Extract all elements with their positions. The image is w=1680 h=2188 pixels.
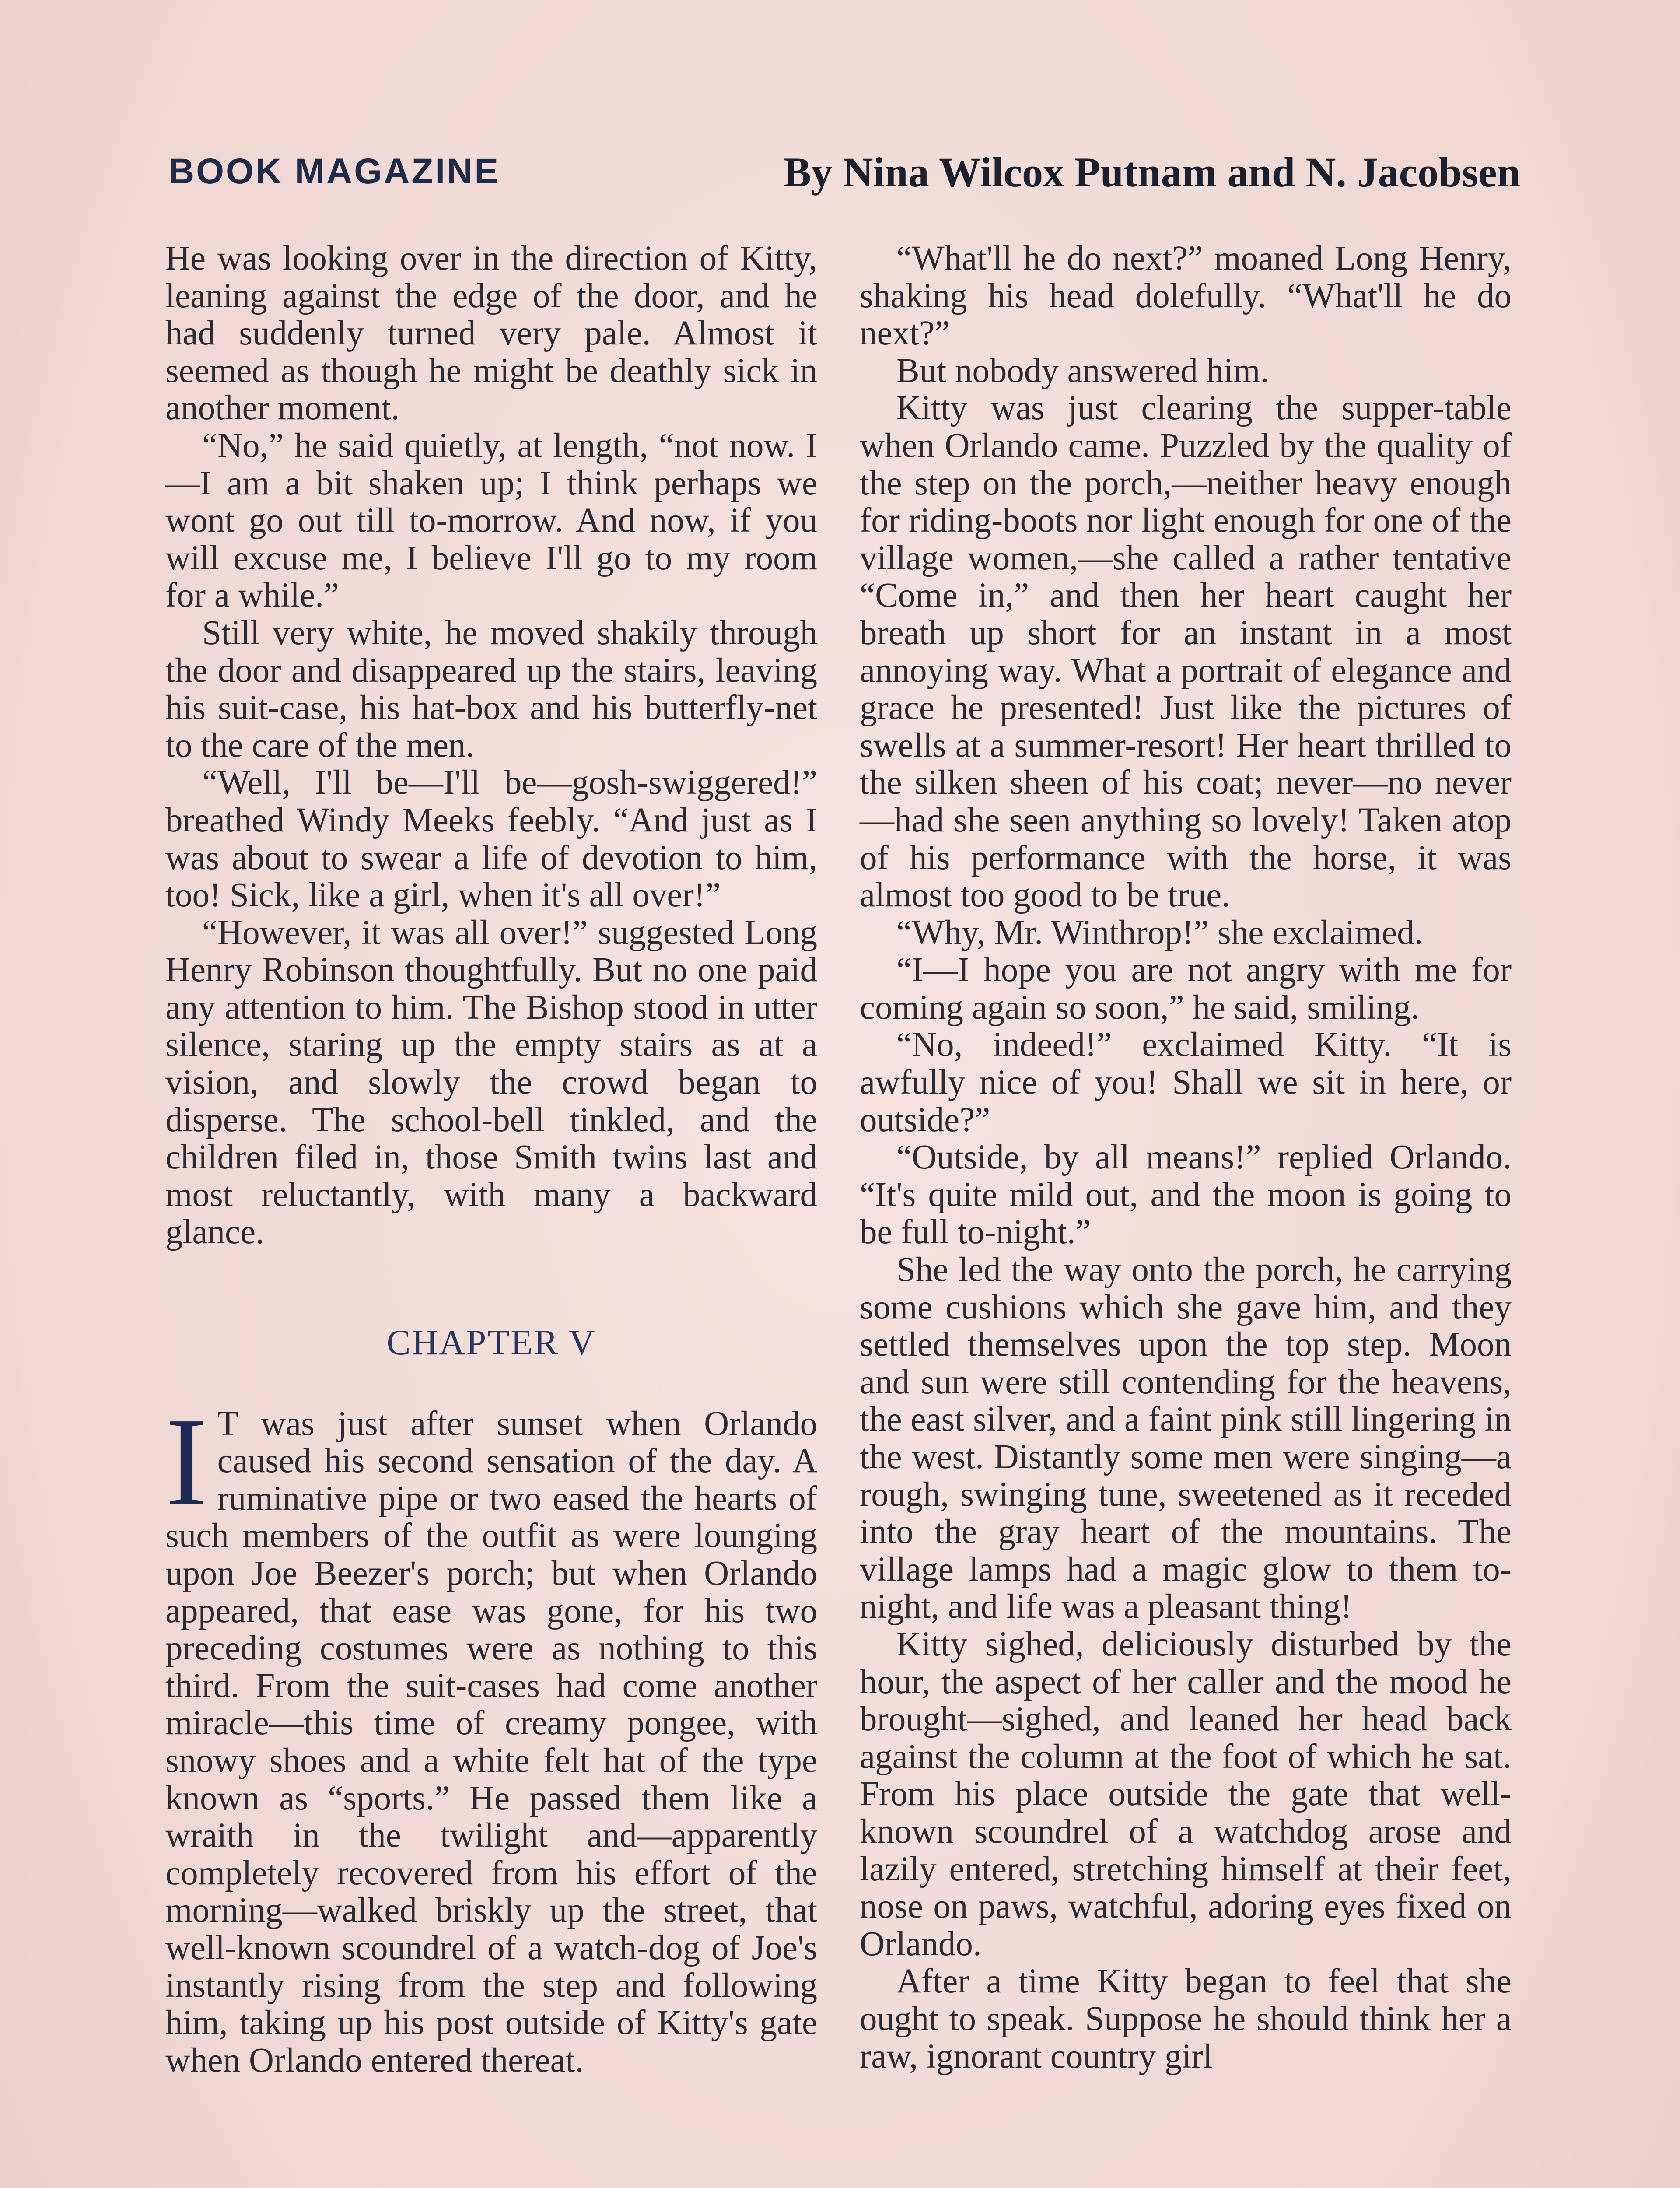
paragraph: Kitty was just clearing the supper-table when Orlando came. Puzzled by the quality of the step on the porch,—neither heavy enough for riding-boots nor light enough for one of the village women,—she called a rather tentative “Come in,” and then her heart caught her breath up short for an instant in a most annoying way. What a portrait of elegance and grace he presented! Just like the pictures of swells at a summer-resort! Her heart thrilled to the silken sheen of his coat; never—no never—had she seen anything so lovely! Taken atop of his performance with the horse, it was almost too good to be true. bbox=[860, 389, 1512, 915]
paragraph: Kitty sighed, deliciously disturbed by the hour, the aspect of her caller and the mood he brought—sighed, and leaned her head back against the column at the foot of which he sat. From his place outside the gate that well-known scoundrel of a watchdog arose and lazily entered, stretching himself at their feet, nose on paws, watchful, adoring eyes fixed on Orlando. bbox=[860, 1625, 1512, 1963]
running-header-byline: By Nina Wilcox Putnam and N. Jacobsen bbox=[783, 149, 1520, 196]
paragraph: But nobody answered him. bbox=[896, 351, 1269, 390]
left-column bbox=[165, 240, 817, 2079]
paragraph: “Why, Mr. Winthrop!” she exclaimed. bbox=[896, 913, 1423, 952]
paragraph: Still very white, he moved shakily through the door and disappeared up the stairs, leaving his suit-case, his hat-box and his butterfly-net to the care of the men. bbox=[165, 614, 817, 764]
chapter-heading: CHAPTER V bbox=[386, 1322, 596, 1363]
paragraph: “Outside, by all means!” replied Orlando. “It's quite mild out, and the moon is going to be full to-night.” bbox=[860, 1138, 1512, 1252]
paragraph: “Well, I'll be—I'll be—gosh-swiggered!” breathed Windy Meeks feebly. “And just as I was about to swear a life of devotion to him, too! Sick, like a girl, when it's all over!” bbox=[165, 764, 817, 915]
chapter-opening-paragraph bbox=[165, 1391, 817, 2079]
paragraph: “What'll he do next?” moaned Long Henry, shaking his head dolefully. “What'll he do next?” bbox=[860, 239, 1512, 353]
drop-cap: I bbox=[165, 1391, 208, 1532]
paragraph: “I—I hope you are not angry with me for coming again so soon,” he said, smiling. bbox=[860, 951, 1512, 1027]
right-column bbox=[860, 240, 1512, 2075]
paragraph: “No, indeed!” exclaimed Kitty. “It is awfully nice of you! Shall we sit in here, or outside?” bbox=[860, 1026, 1512, 1139]
paragraph: He was looking over in the direction of Kitty, leaning against the edge of the door, and he had suddenly turned very pale. Almost it seemed as though he might be deathly sick in another moment. bbox=[165, 239, 817, 428]
paragraph: She led the way onto the porch, he carrying some cushions which she gave him, and they settled themselves upon the top step. Moon and sun were still contending for the heavens, the east silver, and a faint pink still lingering in the west. Distantly some men were singing—a rough, swinging tune, sweetened as it receded into the gray heart of the mountains. The village lamps had a magic glow to them to-night, and life was a pleasant thing! bbox=[860, 1251, 1512, 1626]
chapter-opening-text: T was just after sunset when Orlando caused his second sensation of the day. A ruminative pipe or two eased the hearts of such members of the outfit as were lounging upon Joe Beezer's porch; but when Orlando appeared, that ease was gone, for his two preceding costumes were as nothing to this third. From the suit-cases had come another miracle—this time of creamy pongee, with snowy shoes and a white felt hat of the type known as “sports.” He passed them like a wraith in the twilight and—apparently completely recovered from his effort of the morning—walked briskly up the street, that well-known scoundrel of a watch-dog of Joe's instantly rising from the step and following him, taking up his post outside of Kitty's gate when Orlando entered thereat. bbox=[165, 1404, 817, 2079]
running-header-magazine: BOOK MAGAZINE bbox=[168, 151, 500, 191]
paragraph: “No,” he said quietly, at length, “not now. I—I am a bit shaken up; I think perhaps we wont go out till to-morrow. And now, if you will excuse me, I believe I'll go to my room for a while.” bbox=[165, 426, 817, 615]
paragraph: “However, it was all over!” suggested Long Henry Robinson thoughtfully. But no one paid any attention to him. The Bishop stood in utter silence, staring up the empty stairs as at a vision, and slowly the crowd began to disperse. The school-bell tinkled, and the children filed in, those Smith twins last and most reluctantly, with many a backward glance. bbox=[165, 913, 817, 1252]
paragraph: After a time Kitty began to feel that she ought to speak. Suppose he should think her a raw, ignorant country girl bbox=[860, 1962, 1512, 2076]
